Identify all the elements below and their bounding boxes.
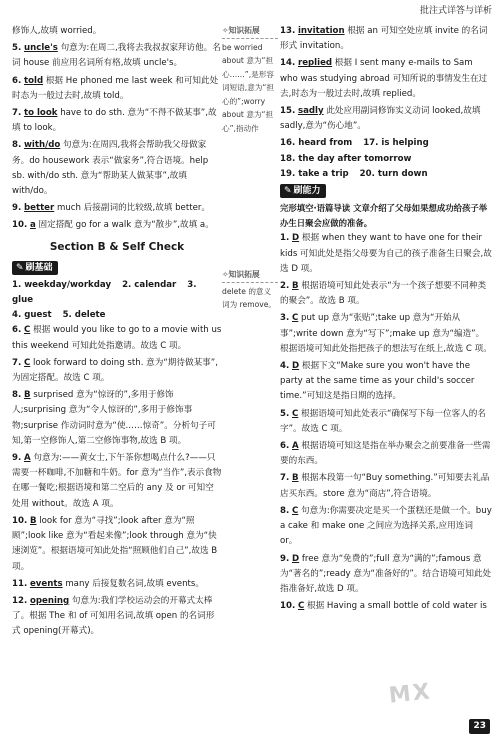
badge-basic <box>12 261 58 275</box>
entry-number: 10. <box>12 220 28 231</box>
entry-answer: C <box>291 313 299 324</box>
entry-explanation: put up 意为“张贴”;take up 意为“开始从事”;write down 意为“写下”;make up 意为“编造”。根据语境可知此处指把孩子的想法写在纸上,故选 C 项。 <box>280 313 492 354</box>
entry-answer: D <box>291 361 300 372</box>
entry-explanation: have to do sth. 意为“不得不做某事”,故填 to look。 <box>12 108 217 134</box>
entry-number: 7. <box>12 357 22 368</box>
entry-explanation: 根据下文“Make sure you won't have the party at the same time as your child's soccer time.”可知这是指日期的选择。 <box>280 361 475 402</box>
note-head-1-label: 知识拓展 <box>228 26 260 35</box>
entry-answer: events <box>29 578 63 589</box>
entry-answer: better <box>23 203 55 214</box>
entry-number: 8. <box>12 390 22 401</box>
entry-explanation: surprised 意为“惊讶的”,多用于修饰人;surprising 意为“令人惊讶的”,多用于修饰事物;surprise 作动词时意为“使……惊奇”。分析句子可知,第一空修饰人,第二空修饰事物,故选 B 项。 <box>12 390 216 446</box>
entry-number: 5. <box>280 408 290 419</box>
entry-explanation: 根据 He phoned me last week 和可知此处时态为一般过去时,故填 told。 <box>12 75 219 101</box>
entry-explanation: much 后接副词的比较级,故填 better。 <box>56 203 211 214</box>
passage-intro: 完形填空·语篇导读 文章介绍了父母如果想成功给孩子举办生日聚会应做的准备。 <box>280 203 488 229</box>
answer-entry <box>280 599 492 614</box>
page-header: 批注式详答与详析 <box>419 6 492 16</box>
entry-answer: B <box>29 515 37 526</box>
entry-explanation: 此处应用副词修饰实义动词 looked,故填 sadly,意为“伤心地”。 <box>280 106 481 132</box>
note-box-2 <box>222 268 278 312</box>
pen-icon: ✎ <box>16 262 24 273</box>
page-number: 23 <box>469 719 490 734</box>
entry-explanation: 固定搭配 go for a walk 意为“散步”,故填 a。 <box>38 220 214 231</box>
note-text-1: be worried about 意为“担心……”,是形容词短语,意为“担心的”;worry about 意为“担心”,指动作 <box>222 42 274 133</box>
entry-answer: A <box>23 453 31 464</box>
entry-answer: to look <box>23 108 58 119</box>
note-box-1 <box>222 24 278 135</box>
entry-explanation: 句意为:在周二,我将去我叔叔家拜访他。名词 house 前应用名词所有格,故填 uncle's。 <box>12 43 221 69</box>
right-column <box>280 24 492 720</box>
entry-explanation: 句意为:我们学校运动会的开幕式太棒了。根据 The 和 of 可知用名词,故填 open 的名词形式 opening(开幕式)。 <box>12 595 215 637</box>
answer-row-1 <box>12 278 222 308</box>
answer-entry <box>12 514 222 575</box>
entry-answer: told <box>23 75 44 86</box>
entry-explanation: 根据语境可知这是指在举办聚会之前要准备一些需要的东西。 <box>280 441 491 467</box>
entry-answer: C <box>23 325 31 336</box>
entry-answer: D <box>291 233 300 244</box>
lightbulb-icon: ✧ <box>222 26 229 35</box>
entry-number: 10. <box>12 515 28 526</box>
entry-number: 11. <box>12 578 28 589</box>
entry-number: 9. <box>12 203 22 214</box>
answer-entry <box>12 356 222 386</box>
entry-answer: B <box>23 390 31 401</box>
answer-entry <box>12 106 222 136</box>
answer-entry <box>280 439 492 469</box>
answer-entry <box>280 279 492 309</box>
badge-ability <box>280 184 326 198</box>
answer-row-3 <box>280 136 492 151</box>
section-title: Section B & Self Check <box>49 240 185 253</box>
entry-explanation: 修饰人,故填 worried。 <box>12 26 102 36</box>
entry-number: 2. <box>280 281 290 292</box>
right-entries <box>280 24 492 134</box>
entry-number: 12. <box>12 595 28 606</box>
answer-row-2 <box>12 308 222 323</box>
lightbulb-icon: ✧ <box>222 270 229 279</box>
answer-entry <box>280 24 492 54</box>
answer-row-5 <box>280 167 492 182</box>
answer-3: 3. glue <box>12 279 197 306</box>
answer-row-4 <box>280 152 492 167</box>
answer-entry <box>280 407 492 437</box>
answer-entry <box>12 594 222 640</box>
entry-number: 14. <box>280 58 296 69</box>
badge-ability-label: 刷能力 <box>293 186 321 197</box>
entry-answer: C <box>23 357 31 368</box>
answer-2: 2. calendar <box>122 279 177 290</box>
entry-number: 7. <box>280 473 290 484</box>
note-column <box>222 24 278 720</box>
entry-answer: sadly <box>297 106 324 117</box>
answer-entry <box>280 552 492 598</box>
entry-explanation: 根据 when they want to have one for their kids 可知此处是指父母要为自己的孩子准备生日聚会,故选 D 项。 <box>280 233 492 274</box>
entry-explanation: 根据 would you like to go to a movie with us this weekend 可知此处指邀请。故选 C 项。 <box>12 325 222 351</box>
entry-number: 13. <box>280 26 296 36</box>
entry-answer: C <box>291 408 299 419</box>
answer-entry <box>12 451 222 512</box>
entry-number: 9. <box>12 453 22 464</box>
pen-icon: ✎ <box>284 186 292 197</box>
entry-number: 10. <box>280 601 296 612</box>
entry-answer: B <box>291 473 299 484</box>
right-entries-2 <box>280 231 492 614</box>
entry-number: 4. <box>280 361 290 372</box>
answer-4: 4. guest <box>12 310 52 321</box>
entry-explanation: 根据语境可知此处表示“确保写下每一位客人的名字”。故选 C 项。 <box>280 408 486 434</box>
entry-answer: C <box>297 601 305 612</box>
answer-17: 17. is helping <box>363 138 429 149</box>
answer-16: 16. heard from <box>280 138 353 149</box>
badge-basic-label: 刷基础 <box>25 262 53 273</box>
note-head-1 <box>222 24 278 39</box>
entry-explanation: 句意为:你需要决定是买一个蛋糕还是做一个。buy a cake 和 make one 之间应为选择关系,应用连词 or。 <box>280 505 492 547</box>
answer-entry <box>280 56 492 102</box>
entry-explanation: 句意为:在周四,我将会帮助我父母做家务。do housework 表示“做家务”,符合语境。help sb. with/do sth. 意为“帮助某人做某事”,故填 with/do。 <box>12 140 209 197</box>
entry-number: 6. <box>12 325 22 336</box>
entry-answer: A <box>291 441 299 452</box>
answer-entry <box>12 323 222 353</box>
answer-1: 1. weekday/workday <box>12 279 112 290</box>
answer-entry <box>12 218 222 233</box>
entry-answer: B <box>291 281 299 292</box>
answer-entry <box>280 504 492 550</box>
entry-answer: uncle's <box>23 43 58 54</box>
answer-18: 18. the day after tomorrow <box>280 153 412 164</box>
entry-explanation: 根据 Having a small bottle of cold water is <box>307 601 487 612</box>
entry-number: 7. <box>12 108 22 119</box>
answer-entry <box>12 24 222 39</box>
left-column <box>12 24 222 720</box>
entry-number: 3. <box>280 313 290 324</box>
entry-explanation: look forward to doing sth. 意为“期待做某事”,为固定搭配。故选 C 项。 <box>12 357 218 384</box>
answer-entry <box>12 41 222 71</box>
answer-5: 5. delete <box>62 310 106 321</box>
answer-entry <box>12 577 222 592</box>
entry-answer: C <box>291 505 299 516</box>
left-entries <box>12 24 222 234</box>
entry-explanation: look for 意为“寻找”;look after 意为“照顾”;look like 意为“看起来像”;look through 意为“快速浏览”。根据语境可知此处指“照顾他们自己”,故选 B 项。 <box>12 515 218 572</box>
answer-20: 20. turn down <box>359 168 428 179</box>
answer-entry <box>12 201 222 216</box>
note-head-2 <box>222 268 278 283</box>
answer-entry <box>280 359 492 405</box>
entry-explanation: 根据语境可知此处表示“为一个孩子想要不同种类的聚会”。故选 B 项。 <box>280 281 487 307</box>
entry-number: 15. <box>280 106 296 117</box>
answer-entry <box>280 311 492 357</box>
entry-number: 8. <box>280 505 290 516</box>
answer-entry <box>12 388 222 449</box>
left-entries-2 <box>12 323 222 639</box>
entry-number: 9. <box>280 553 290 564</box>
entry-number: 1. <box>280 233 290 244</box>
entry-number: 6. <box>12 75 22 86</box>
entry-explanation: 根据本段第一句“Buy something.”可知要去礼品店买东西。store 意为“商店”,符合语境。 <box>280 473 490 499</box>
answer-entry <box>280 231 492 277</box>
watermark-stamp: MX <box>387 679 433 709</box>
entry-number: 6. <box>280 441 290 452</box>
entry-explanation: 根据 I sent many e-mails to Sam who was studying abroad 可知所说的事情发生在过去,时态为一般过去时,故填 replied。 <box>280 58 488 99</box>
entry-answer: D <box>291 553 300 564</box>
entry-answer: replied <box>297 58 333 69</box>
answer-entry <box>280 471 492 501</box>
entry-explanation: 根据 an 可知空处应填 invite 的名词形式 invitation。 <box>280 26 488 52</box>
answer-entry <box>12 138 222 199</box>
answer-entry <box>12 74 222 104</box>
entry-explanation: many 后接复数名词,故填 events。 <box>65 578 204 589</box>
entry-explanation: free 意为“免费的”;full 意为“满的”;famous 意为“著名的”;ready 意为“准备好的”。结合语境可知此处指准备好,故选 D 项。 <box>280 553 492 594</box>
entry-number: 5. <box>12 43 22 54</box>
answer-19: 19. take a trip <box>280 168 349 179</box>
entry-number: 8. <box>12 140 22 151</box>
entry-answer: invitation <box>297 26 345 36</box>
answer-entry <box>280 104 492 134</box>
note-text-2: delete 的意义词为 remove。 <box>222 286 277 309</box>
entry-answer: a <box>29 220 36 231</box>
entry-explanation: 句意为:——黄女士,下午茶你想喝点什么?——只需要一杯咖啡,不加糖和牛奶。for 意为“当作”,表示食物在哪一餐吃;根据语境和第二空后的 any 及 or 可知空处用 without。故选 A 项。 <box>12 453 222 509</box>
note-head-2-label: 知识拓展 <box>228 270 260 279</box>
entry-answer: with/do <box>23 140 61 151</box>
entry-answer: opening <box>29 595 70 606</box>
